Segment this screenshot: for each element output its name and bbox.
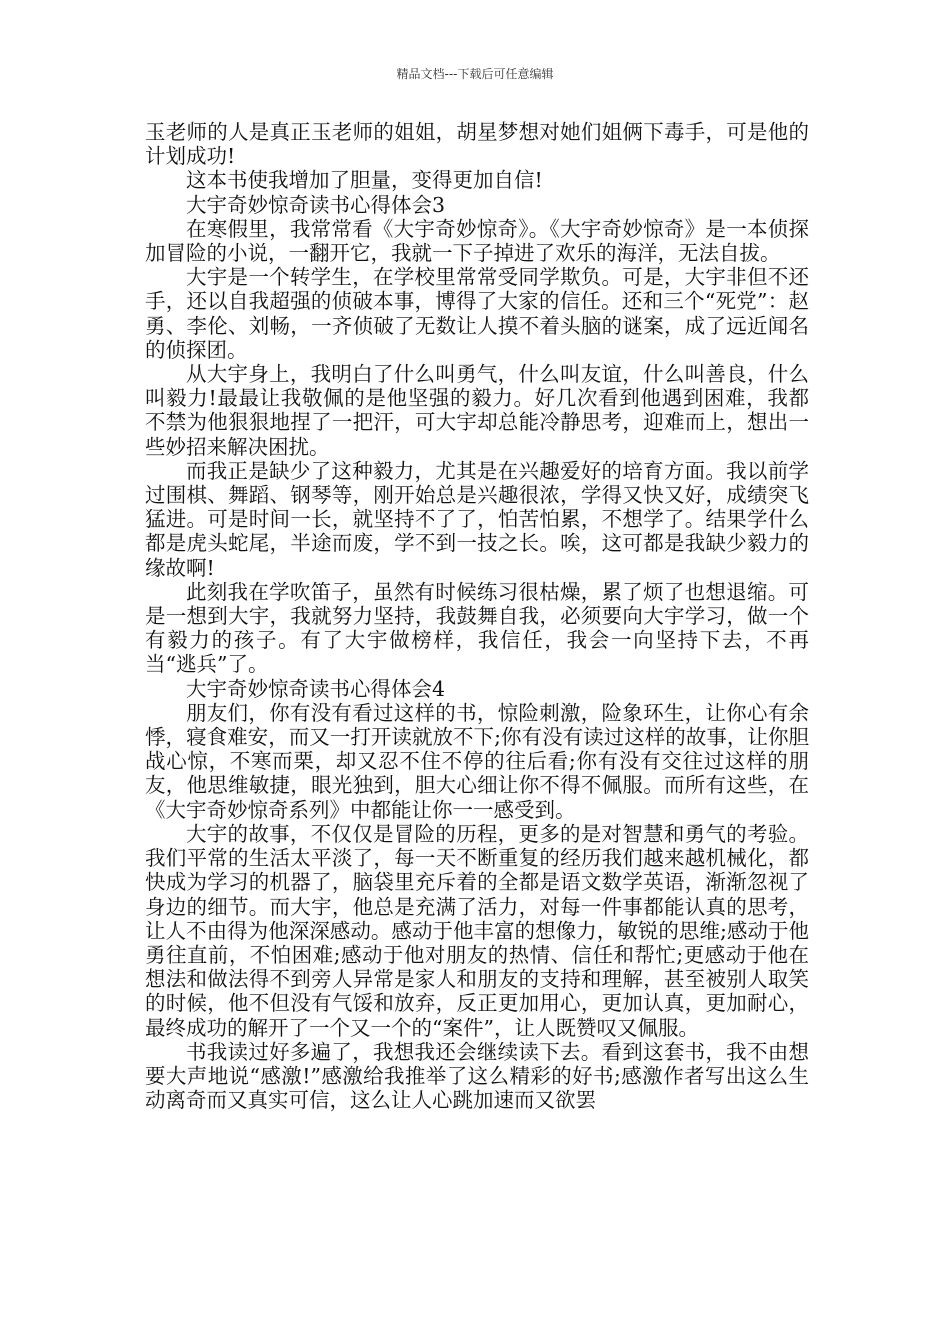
paragraph: 此刻我在学吹笛子，虽然有时候练习很枯燥，累了烦了也想退缩。可是一想到大宇，我就努力坚持，我鼓舞自我，必须要向大宇学习，做一个有毅力的孩子。有了大宇做榜样，我信任，我会一向坚持下去，不再当“逃兵”了。 [145,579,809,677]
document-body [145,120,809,1112]
paragraph: 大宇的故事，不仅仅是冒险的历程，更多的是对智慧和勇气的考验。我们平常的生活太平淡了，每一天不断重复的经历我们越来越机械化，都快成为学习的机器了，脑袋里充斥着的全都是语文数学英语，渐渐忽视了身边的细节。而大宇，他总是充满了活力，对每一件事都能认真的思考，让人不由得为他深深感动。感动于他丰富的想像力，敏锐的思维;感动于他勇往直前，不怕困难;感动于他对朋友的热情、信任和帮忙;更感动于他在想法和做法得不到旁人异常是家人和朋友的支持和理解，甚至被别人取笑的时候，他不但没有气馁和放弃，反正更加用心，更加认真，更加耐心，最终成功的解开了一个又一个的“案件”，让人既赞叹又佩服。 [145,821,809,1040]
paragraph: 玉老师的人是真正玉老师的姐姐，胡星梦想对她们姐俩下毒手，可是他的计划成功! [145,120,809,169]
paragraph: 在寒假里，我常常看《大宇奇妙惊奇》。《大宇奇妙惊奇》是一本侦探加冒险的小说，一翻开它，我就一下子掉进了欢乐的海洋，无法自拔。 [145,216,809,266]
section-heading: 大宇奇妙惊奇读书心得体会3 [186,192,446,217]
page-header: 精品文档---下载后可任意编辑 [396,67,554,81]
paragraph: 书我读过好多遍了，我想我还会继续读下去。看到这套书，我不由想要大声地说“感激!”感激给我推举了这么精彩的好书;感激作者写出这么生动离奇而又真实可信，这么让人心跳加速而又欲罢 [145,1039,809,1113]
paragraph: 大宇是一个转学生，在学校里常常受同学欺负。可是，大宇非但不还手，还以自我超强的侦破本事，博得了大家的信任。还和三个“死党”：赵勇、李伦、刘畅，一齐侦破了无数让人摸不着头脑的谜案，成了远近闻名的侦探团。 [145,265,809,362]
paragraph: 从大宇身上，我明白了什么叫勇气，什么叫友谊，什么叫善良，什么叫毅力!最最让我敬佩的是他坚强的毅力。好几次看到他遇到困难，我都不禁为他狠狠地捏了一把汗，可大宇却总能冷静思考，迎难而上，想出一些妙招来解决困扰。 [145,362,809,459]
paragraph: 朋友们，你有没有看过这样的书，惊险刺激，险象环生，让你心有余悸，寝食难安，而又一打开读就放不下;你有没有读过这样的故事，让你胆战心惊，不寒而栗，却又忍不住不停的往后看;你有没有交往过这样的朋友，他思维敏捷，眼光独到，胆大心细让你不得不佩服。而所有这些，在《大宇奇妙惊奇系列》中都能让你一一感受到。 [145,700,809,822]
paragraph: 这本书使我增加了胆量，变得更加自信! [186,168,543,193]
section-heading: 大宇奇妙惊奇读书心得体会4 [186,676,446,701]
paragraph: 而我正是缺少了这种毅力，尤其是在兴趣爱好的培育方面。我以前学过围棋、舞蹈、钢琴等，刚开始总是兴趣很浓，学得又快又好，成绩突飞猛进。可是时间一长，就坚持不了了，怕苦怕累，不想学了。结果学什么都是虎头蛇尾，半途而废，学不到一技之长。唉，这可都是我缺少毅力的缘故啊! [145,458,809,580]
